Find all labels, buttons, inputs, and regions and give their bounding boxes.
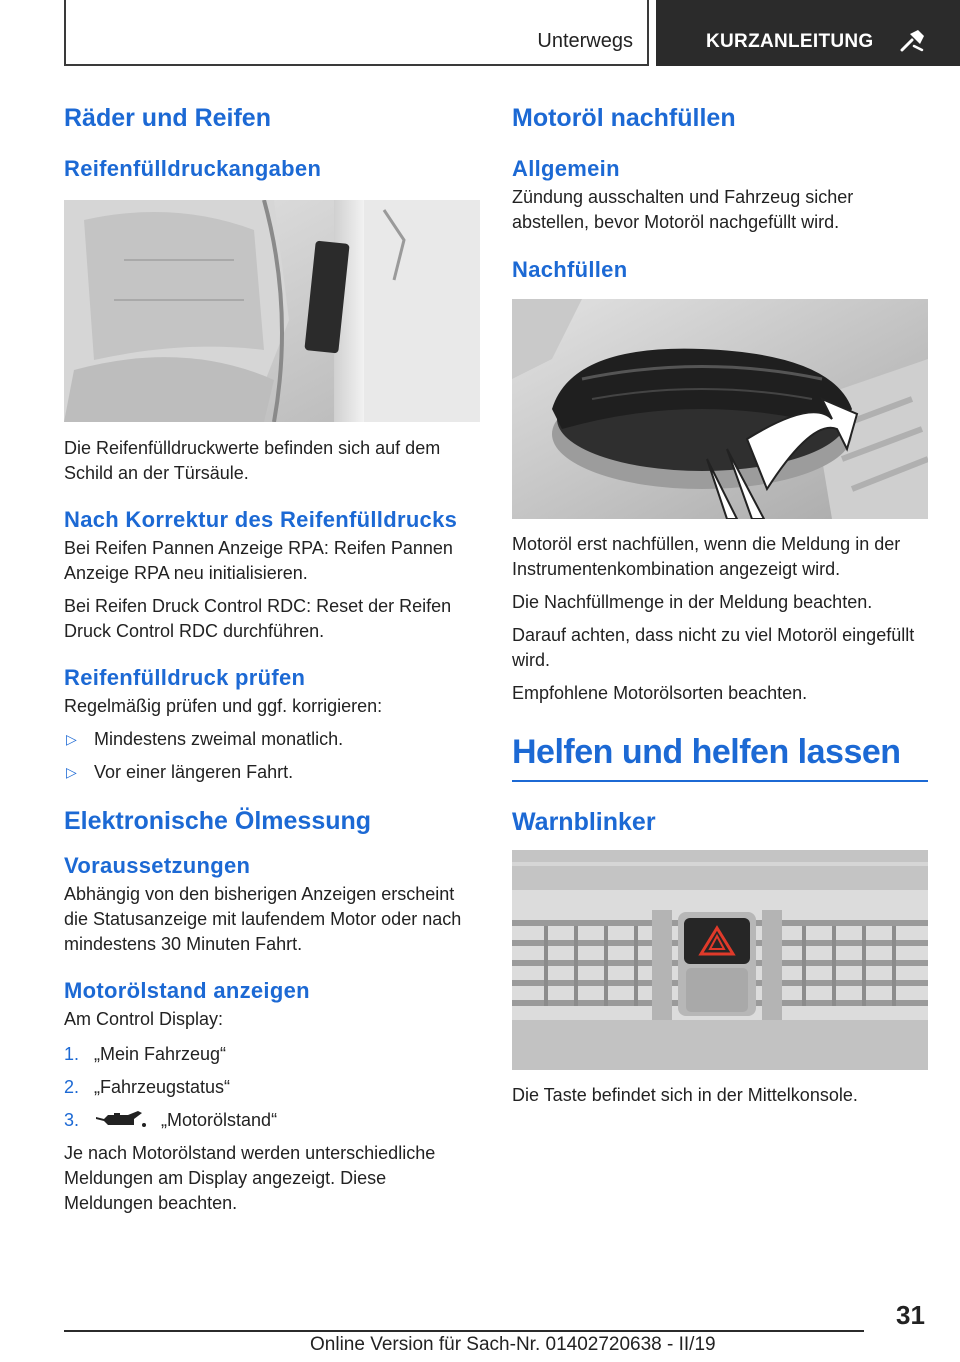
caption-oil-filler-cap: Motoröl erst nachfüllen, wenn die Meldung in der Instrumentenkombination angezeigt wird. xyxy=(512,534,901,579)
list-item xyxy=(64,1075,480,1100)
step-text: „Fahrzeugstatus“ xyxy=(94,1077,231,1097)
hazard-button-illustration xyxy=(512,850,928,1070)
step-number: 1. xyxy=(64,1044,80,1064)
triangle-bullet-icon: ▷ xyxy=(66,764,77,780)
caption-door-pillar: Die Reifenfülldruckwerte befinden sich auf dem Schild an der Türsäule. xyxy=(64,438,441,483)
footer-online-version: Online Version für Sach-Nr. 01402720638 - II/19 xyxy=(310,1334,716,1355)
heading-voraussetzungen: Voraussetzungen xyxy=(64,853,251,878)
footer-divider xyxy=(64,1330,864,1332)
paragraph-oelsorten: Empfohlene Motorölsorten beachten. xyxy=(512,683,808,703)
step-text: „Mein Fahrzeug“ xyxy=(94,1044,227,1064)
tools-icon xyxy=(898,28,926,52)
paragraph-rdc: Bei Reifen Druck Control RDC: Reset der Reifen Druck Control RDC durchführen. xyxy=(64,596,452,641)
left-column xyxy=(64,100,480,1216)
step-text: „Motorölstand“ xyxy=(161,1110,278,1130)
heading-motoroelstand-anzeigen: Motorölstand anzeigen xyxy=(64,978,310,1003)
heading-elektronische-oelmessung: Elektronische Ölmessung xyxy=(64,807,372,835)
heading-allgemein: Allgemein xyxy=(512,156,620,181)
list-item-text: Vor einer längeren Fahrt. xyxy=(94,762,294,782)
list-item xyxy=(64,760,480,785)
paragraph-nicht-zu-viel: Darauf achten, dass nicht zu viel Motoröl eingefüllt wird. xyxy=(512,625,915,670)
door-pillar-illustration xyxy=(64,200,480,422)
figure-oil-filler-cap xyxy=(512,299,928,519)
paragraph-meldungen: Je nach Motorölstand werden unterschiedliche Meldungen am Display angezeigt. Diese Meldungen beachten. xyxy=(64,1143,436,1213)
caption-hazard-button: Die Taste befindet sich in der Mittelkonsole. xyxy=(512,1085,858,1105)
heading-nachfuellen: Nachfüllen xyxy=(512,257,628,282)
paragraph-nachfuellmenge: Die Nachfüllmenge in der Meldung beachten. xyxy=(512,592,873,612)
paragraph-control-display: Am Control Display: xyxy=(64,1009,224,1029)
right-column xyxy=(512,100,928,1108)
oil-can-icon xyxy=(94,1109,148,1129)
step-number: 3. xyxy=(64,1110,80,1130)
heading-warnblinker: Warnblinker xyxy=(512,808,656,836)
heading-reifenfuelldruck-pruefen: Reifenfülldruck prüfen xyxy=(64,665,306,690)
header-tab-label: KURZANLEITUNG xyxy=(706,31,874,52)
paragraph-rpa: Bei Reifen Pannen Anzeige RPA: Reifen Pannen Anzeige RPA neu initialisieren. xyxy=(64,538,453,583)
list-item xyxy=(64,727,480,752)
list-item-text: Mindestens zweimal monatlich. xyxy=(94,729,344,749)
heading-helfen-lassen: Helfen und helfen lassen xyxy=(512,733,901,771)
paragraph-zuendung: Zündung ausschalten und Fahrzeug sicher abstellen, bevor Motoröl nachgefüllt wird. xyxy=(512,187,854,232)
header-section-box xyxy=(64,0,649,66)
heading-nach-korrektur: Nach Korrektur des Reifenfülldrucks xyxy=(64,507,458,532)
triangle-bullet-icon: ▷ xyxy=(66,731,77,747)
header-section-title: Unterwegs xyxy=(537,30,633,52)
list-item xyxy=(64,1042,480,1067)
heading-raeder-reifen: Räder und Reifen xyxy=(64,104,271,132)
step-number: 2. xyxy=(64,1077,80,1097)
paragraph-regelmaessig: Regelmäßig prüfen und ggf. korrigieren: xyxy=(64,696,383,716)
heading-reifenfuelldruckangaben: Reifenfülldruckangaben xyxy=(64,156,322,181)
header-chapter-tab[interactable] xyxy=(656,0,960,66)
chapter-divider xyxy=(512,780,928,782)
figure-door-pillar-label xyxy=(64,200,480,422)
heading-motoroel-nachfuellen: Motoröl nachfüllen xyxy=(512,104,736,132)
list-item xyxy=(64,1108,480,1133)
figure-hazard-button xyxy=(512,850,928,1070)
page-number: 31 xyxy=(896,1300,925,1330)
paragraph-voraussetzungen: Abhängig von den bisherigen Anzeigen erscheint die Statusanzeige mit laufendem Motor oder nach mindestens 30 Minuten Fahrt. xyxy=(64,884,462,954)
oil-filler-cap-illustration xyxy=(512,299,928,519)
